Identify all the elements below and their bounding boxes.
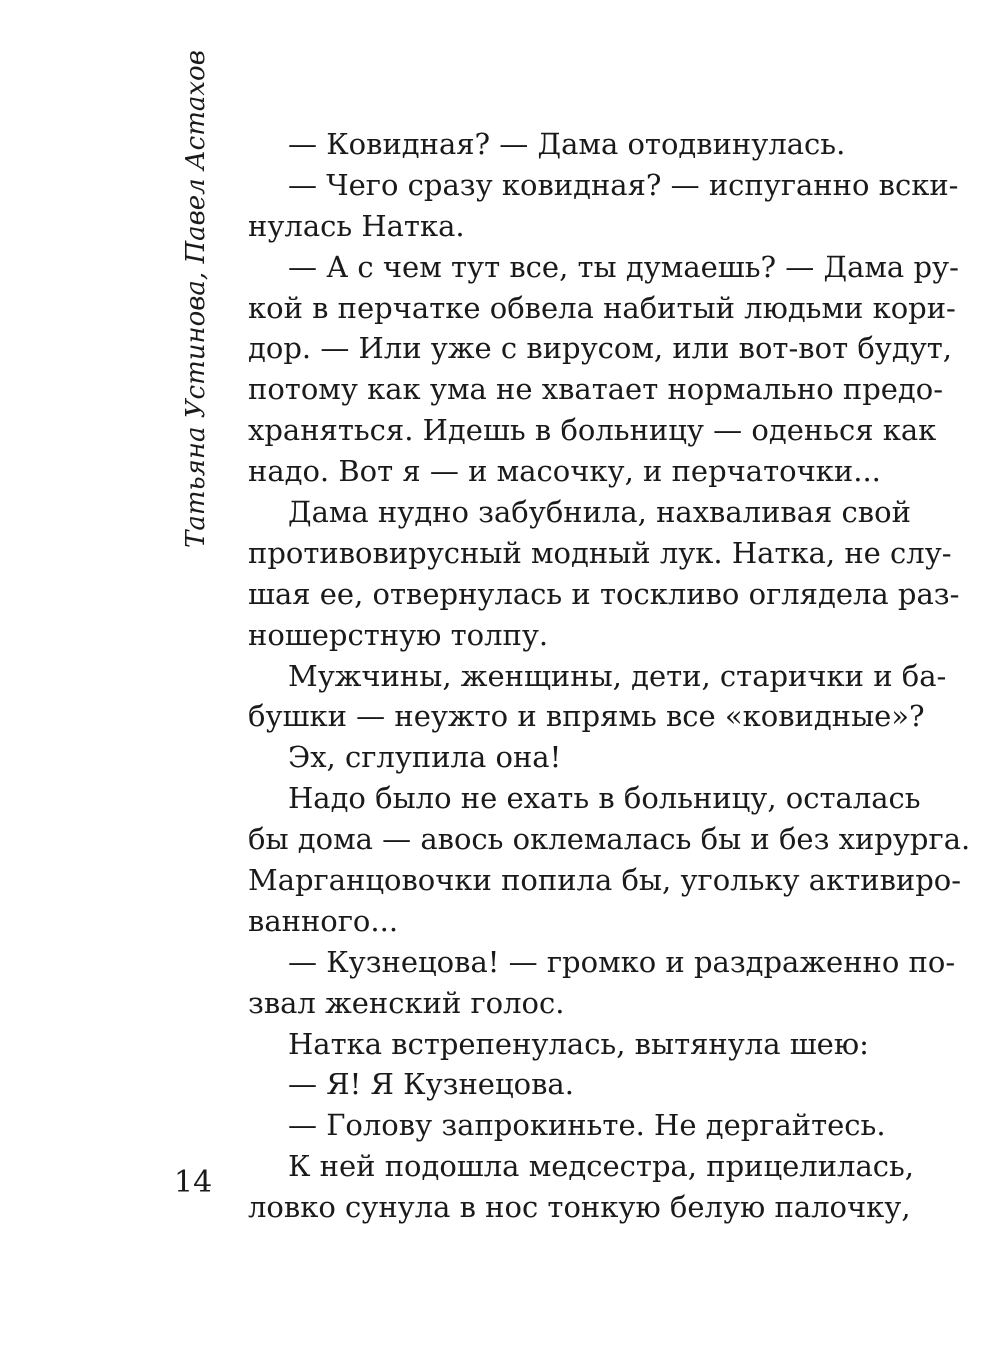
text-line: кой в перчатке обвела набитый людьми кори-	[248, 290, 956, 325]
text-line: дор. — Или уже с вирусом, или вот-вот будут,	[248, 331, 953, 366]
text-line: надо. Вот я — и масочку, и перчаточки...	[248, 454, 881, 489]
running-head: Татьяна Устинова, Павел Астахов	[181, 50, 211, 548]
text-line: бы дома — авось оклемалась бы и без хирурга.	[248, 822, 971, 857]
text-line: ношерстную толпу.	[248, 617, 549, 652]
text-line: потому как ума не хватает нормально предо-	[248, 372, 944, 407]
text-line: Дама нудно забубнила, нахваливая свой	[288, 495, 911, 530]
text-line: нулась Натка.	[248, 208, 465, 243]
text-line: звал женский голос.	[248, 985, 565, 1020]
text-line: противовирусный модный лук. Натка, не слу-	[248, 535, 952, 570]
text-line: ловко сунула в нос тонкую белую палочку,	[248, 1190, 911, 1225]
text-line: ванного...	[248, 903, 399, 938]
text-line: — Я! Я Кузнецова.	[288, 1067, 574, 1102]
text-line: Марганцовочки попила бы, угольку активиро-	[248, 863, 962, 898]
text-line: К ней подошла медсестра, прицелилась,	[288, 1149, 914, 1184]
text-line: Натка встрепенулась, вытянула шею:	[288, 1026, 869, 1061]
text-line: Эх, сглупила она!	[288, 740, 562, 775]
text-line: — Чего сразу ковидная? — испуганно вски-	[288, 167, 959, 202]
text-line: Надо было не ехать в больницу, осталась	[288, 781, 921, 816]
page-number: 14	[174, 1165, 213, 1200]
text-line: Мужчины, женщины, дети, старички и ба-	[288, 658, 947, 693]
text-line: — Кузнецова! — громко и раздраженно по-	[288, 944, 956, 979]
body-text	[248, 124, 971, 1228]
text-line: — А с чем тут все, ты думаешь? — Дама ру-	[288, 249, 959, 284]
text-line: — Голову запрокиньте. Не дергайтесь.	[288, 1108, 886, 1143]
text-line: — Ковидная? — Дама отодвинулась.	[288, 127, 846, 161]
text-line: шая ее, отвернулась и тоскливо оглядела раз-	[248, 576, 960, 611]
text-line: бушки — неужто и впрямь все «ковидные»?	[248, 699, 925, 734]
text-line: храняться. Идешь в больницу — оденься как	[248, 413, 937, 448]
